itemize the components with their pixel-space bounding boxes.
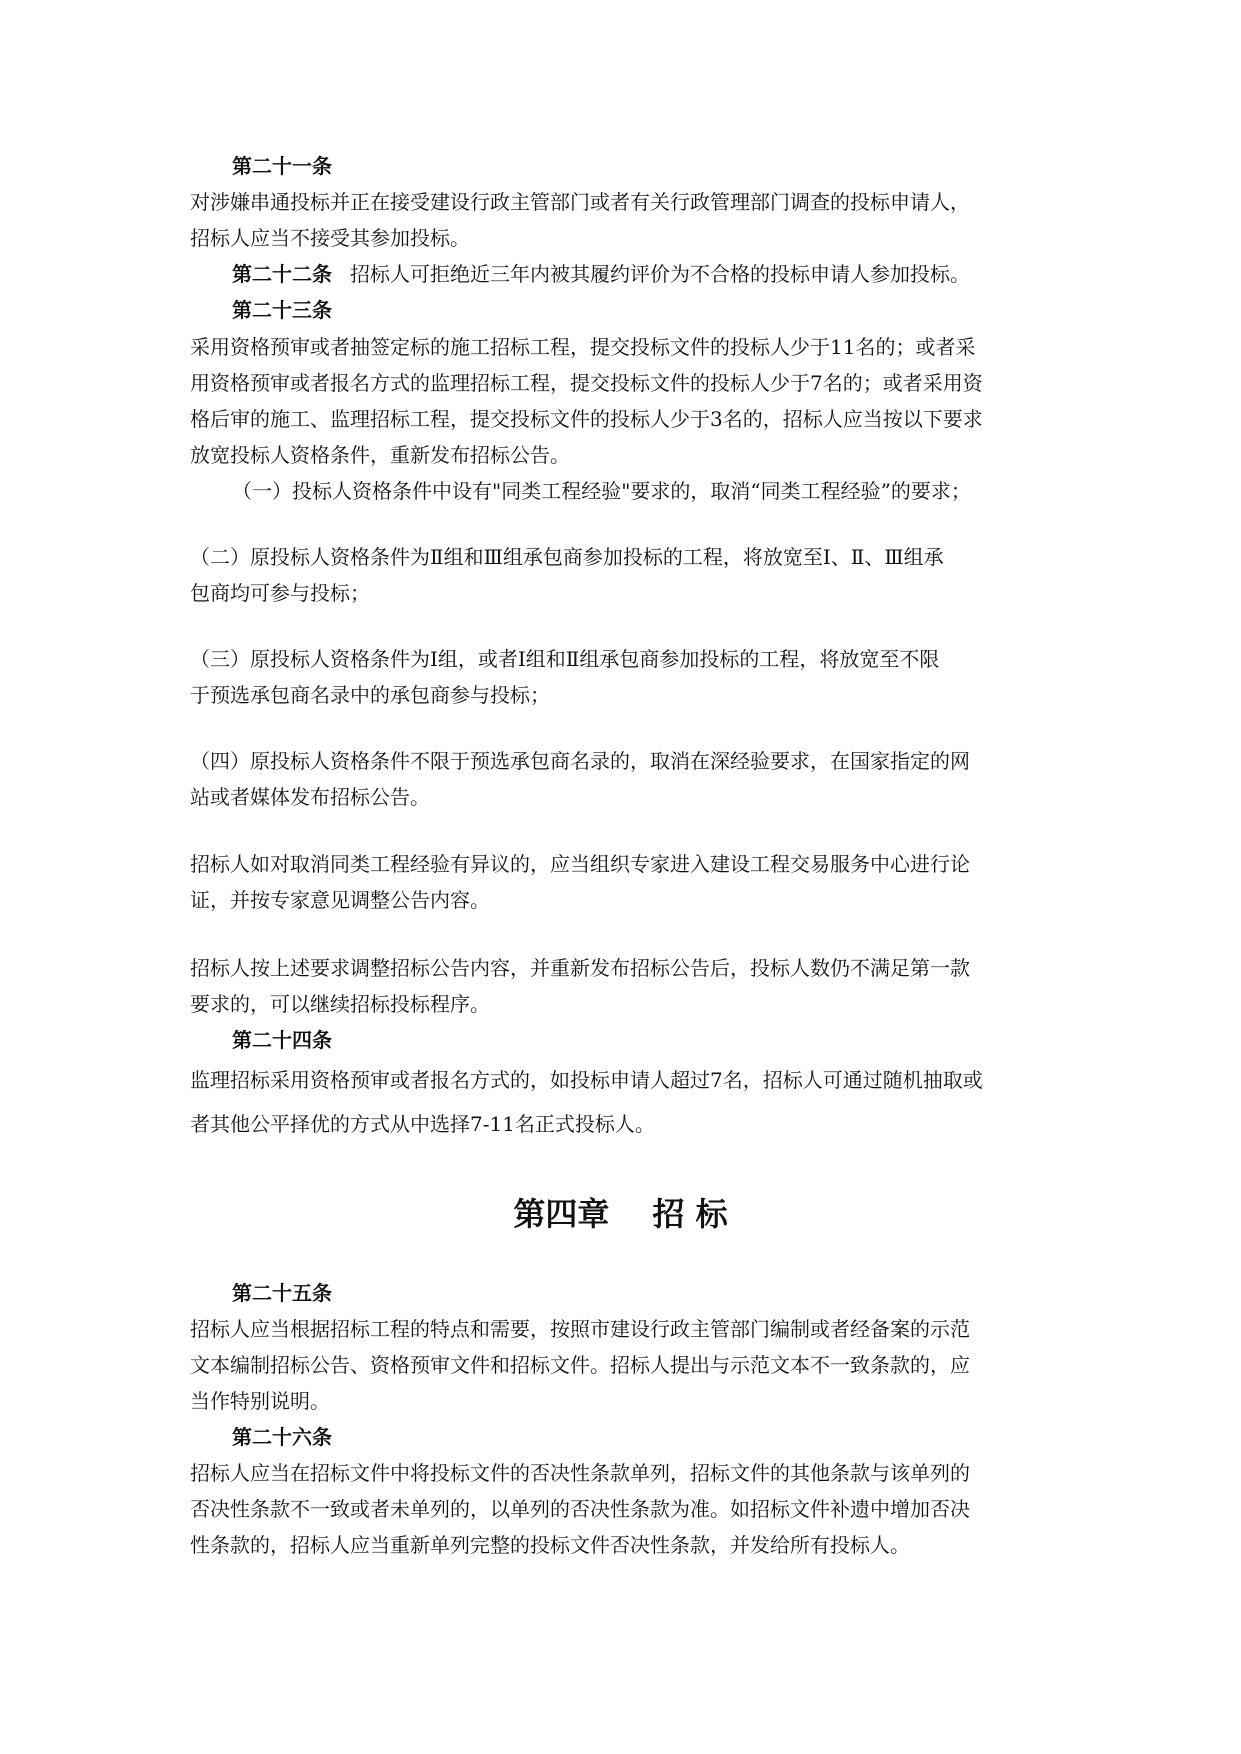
article-23-line-3: 格后审的施工、监理招标工程，提交投标文件的投标人少于3名的，招标人应当按以下要求 [190,407,983,431]
article-24-heading: 第二十四条 [232,1028,332,1052]
article-21-line-1: 对涉嫌串通投标并正在接受建设行政主管部门或者有关行政管理部门调查的投标申请人， [190,190,970,214]
article-23-line-2: 用资格预审或者报名方式的监理招标工程，提交投标文件的投标人少于7名的；或者采用资 [190,371,983,395]
article-24-line-1: 监理招标采用资格预审或者报名方式的，如投标申请人超过7名，招标人可通过随机抽取或 [190,1068,983,1092]
article-25-line-2: 文本编制招标公告、资格预审文件和招标文件。招标人提出与示范文本不一致条款的，应 [190,1353,970,1377]
article-22 [232,256,1062,292]
article-26-line-3: 性条款的，招标人应当重新单列完整的投标文件否决性条款，并发给所有投标人。 [190,1533,910,1557]
article-25-line-3: 当作特别说明。 [190,1389,330,1413]
article-23-heading: 第二十三条 [232,298,332,322]
article-23-item-3-line-2: 于预选承包商名录中的承包商参与投标； [190,683,550,707]
article-23-para-5-line-2: 证，并按专家意见调整公告内容。 [190,888,490,912]
article-23-para-5-line-1: 招标人如对取消同类工程经验有异议的，应当组织专家进入建设工程交易服务中心进行论 [190,852,970,876]
article-23-item-3-line-1: （三）原投标人资格条件为Ⅰ组，或者Ⅰ组和Ⅱ组承包商参加投标的工程，将放宽至不限 [190,647,940,671]
article-24-line-2: 者其他公平择优的方式从中选择7-11名正式投标人。 [190,1112,655,1136]
article-23-line-4: 放宽投标人资格条件，重新发布招标公告。 [190,443,570,467]
article-23-item-4-line-2: 站或者媒体发布招标公告。 [190,785,430,809]
article-23-item-2-line-1: （二）原投标人资格条件为Ⅱ组和Ⅲ组承包商参加投标的工程，将放宽至Ⅰ、Ⅱ、Ⅲ组承 [190,545,944,569]
article-23-item-2-line-2: 包商均可参与投标； [190,581,370,605]
article-23-para-6-line-2: 要求的，可以继续招标投标程序。 [190,992,490,1016]
article-23-item-4-line-1: （四）原投标人资格条件不限于预选承包商名录的，取消在深经验要求，在国家指定的网 [190,749,970,773]
article-26-heading: 第二十六条 [232,1425,332,1449]
article-26-line-1: 招标人应当在招标文件中将投标文件的否决性条款单列，招标文件的其他条款与该单列的 [190,1461,970,1485]
chapter-4-title: 第四章 招 标 [513,1195,728,1233]
article-23-item-1: （一）投标人资格条件中设有"同类工程经验"要求的，取消“同类工程经验”的要求； [232,479,971,503]
article-26-line-2: 否决性条款不一致或者未单列的，以单列的否决性条款为准。如招标文件补遗中增加否决 [190,1497,970,1521]
article-21-line-2: 招标人应当不接受其参加投标。 [190,226,470,250]
article-22-text: 招标人可拒绝近三年内被其履约评价为不合格的投标申请人参加投标。 [350,262,970,286]
article-25-heading: 第二十五条 [232,1281,332,1305]
article-23-para-6-line-1: 招标人按上述要求调整招标公告内容，并重新发布招标公告后，投标人数仍不满足第一款 [190,956,970,980]
article-25-line-1: 招标人应当根据招标工程的特点和需要，按照市建设行政主管部门编制或者经备案的示范 [190,1317,970,1341]
article-21-heading: 第二十一条 [232,154,332,178]
article-22-heading: 第二十二条 [232,262,332,286]
article-23-line-1: 采用资格预审或者抽签定标的施工招标工程，提交投标文件的投标人少于11名的；或者采 [190,335,976,359]
